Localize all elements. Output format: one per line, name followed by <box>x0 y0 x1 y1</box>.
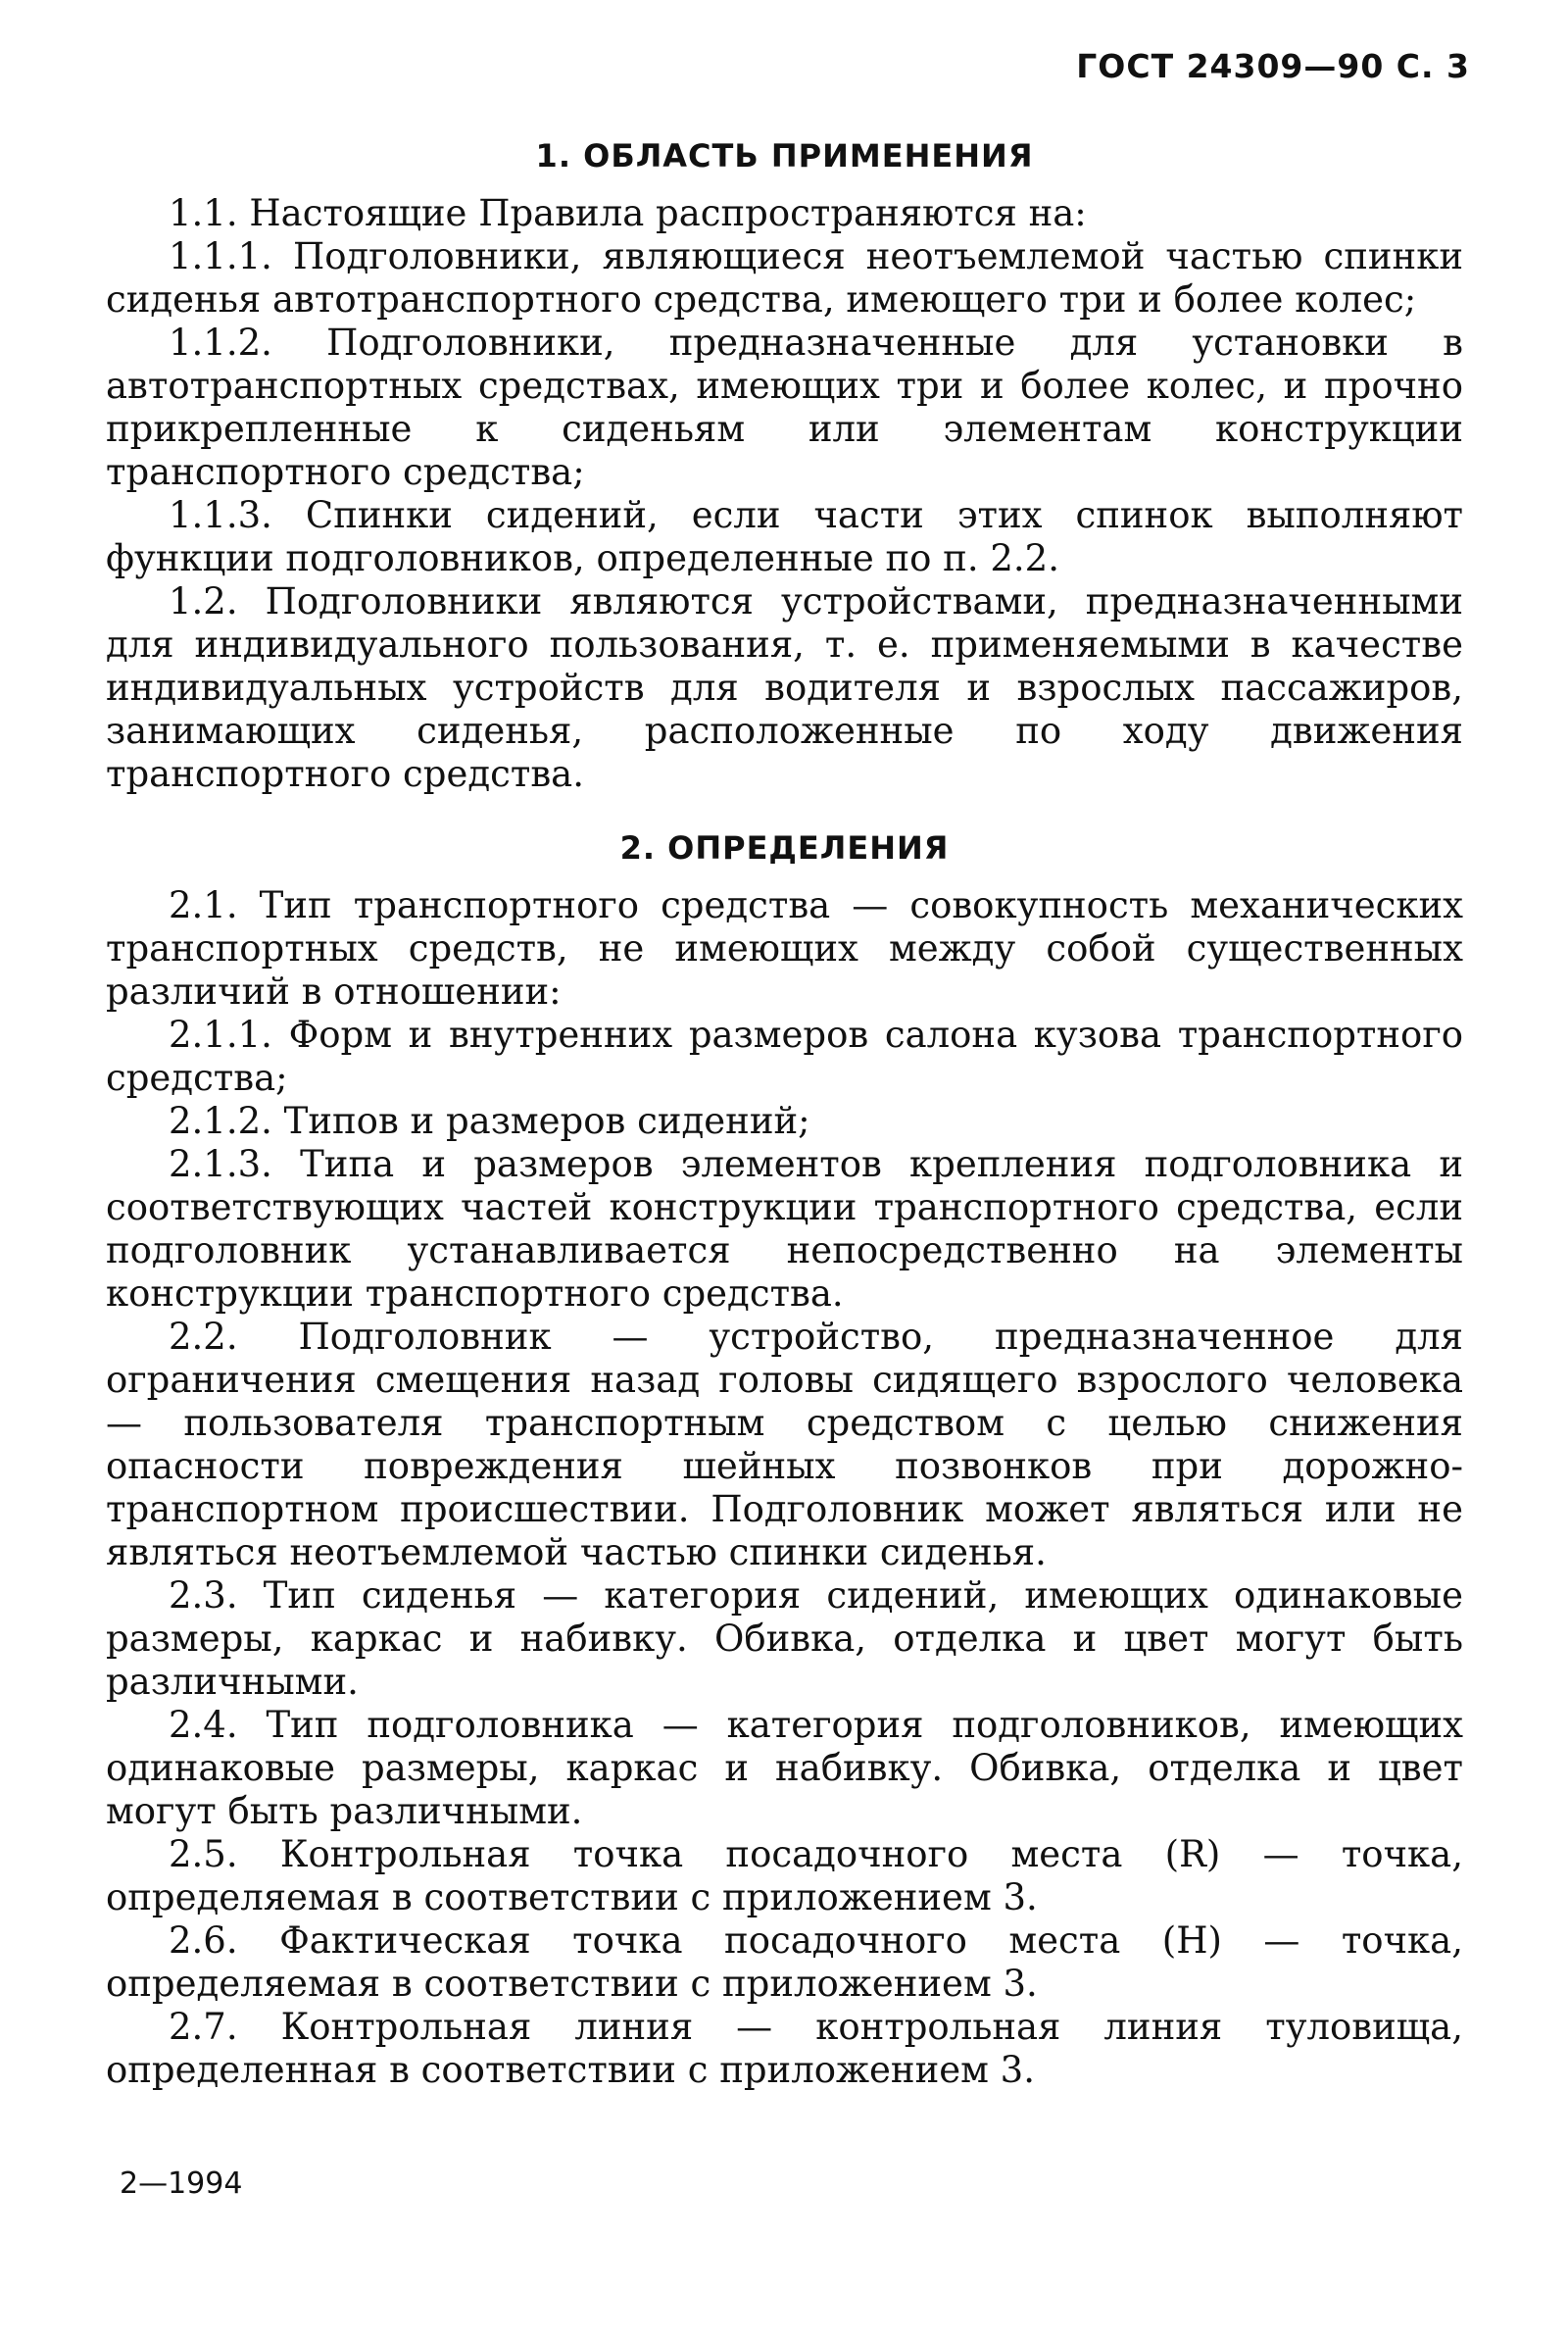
paragraph-1-1-2: 1.1.2. Подголовники, предназначенные для установки в автотранспортных средствах, имеющих три и более колес, и прочно прикрепленные к сиденьям или элементам конструкции транспортного средства; <box>106 322 1463 493</box>
paragraph-2-1-1: 2.1.1. Форм и внутренних размеров салона кузова транспортного средства; <box>106 1014 1463 1099</box>
section-title-scope: 1. ОБЛАСТЬ ПРИМЕНЕНИЯ <box>535 137 1034 174</box>
paragraph-1-1-3: 1.1.3. Спинки сидений, если части этих спинок выполняют функции подголовников, определенные по п. 2.2. <box>106 494 1463 579</box>
paragraph-2-1: 2.1. Тип транспортного средства — совокупность механических транспортных средств, не имеющих между собой существенных различий в отношении: <box>106 884 1463 1013</box>
page-folio: 2—1994 <box>120 2166 243 2201</box>
paragraph-1-1-1: 1.1.1. Подголовники, являющиеся неотъемлемой частью спинки сиденья автотранспортного средства, имеющего три и более колес; <box>106 235 1463 321</box>
paragraph-2-1-2: 2.1.2. Типов и размеров сидений; <box>169 1100 810 1142</box>
paragraph-2-5: 2.5. Контрольная точка посадочного места (R) — точка, определяемая в соответствии с приложением 3. <box>106 1833 1463 1918</box>
running-head: ГОСТ 24309—90 С. 3 <box>1076 47 1470 85</box>
paragraph-1-2: 1.2. Подголовники являются устройствами, предназначенными для индивидуального пользования, т. е. применяемыми в качестве индивидуальных устройств для водителя и взрослых пассажиров, занимающих сиденья, расположенные по ходу движения транспортного средства. <box>106 580 1463 795</box>
paragraph-2-4: 2.4. Тип подголовника — категория подголовников, имеющих одинаковые размеры, каркас и набивку. Обивка, отделка и цвет могут быть различными. <box>106 1704 1463 1832</box>
paragraph-2-1-3: 2.1.3. Типа и размеров элементов крепления подголовника и соответствующих частей конструкции транспортного средства, если подголовник устанавливается непосредственно на элементы конструкции транспортного средства. <box>106 1143 1463 1315</box>
section-title-definitions: 2. ОПРЕДЕЛЕНИЯ <box>619 829 950 867</box>
paragraph-1-1: 1.1. Настоящие Правила распространяются на: <box>169 192 1087 234</box>
paragraph-2-2: 2.2. Подголовник — устройство, предназначенное для ограничения смещения назад головы сидящего взрослого человека — пользователя транспортным средством с целью снижения опасности повреждения шейных позвонков при дорожно-транспортном происшествии. Подголовник может являться или не являться неотъемлемой частью спинки сиденья. <box>106 1316 1463 1573</box>
paragraph-2-3: 2.3. Тип сиденья — категория сидений, имеющих одинаковые размеры, каркас и набивку. Обивка, отделка и цвет могут быть различными. <box>106 1574 1463 1703</box>
paragraph-2-7: 2.7. Контрольная линия — контрольная линия туловища, определенная в соответствии с приложением 3. <box>106 2006 1463 2091</box>
page-body <box>106 125 1463 2092</box>
paragraph-2-6: 2.6. Фактическая точка посадочного места (H) — точка, определяемая в соответствии с приложением 3. <box>106 1919 1463 2005</box>
